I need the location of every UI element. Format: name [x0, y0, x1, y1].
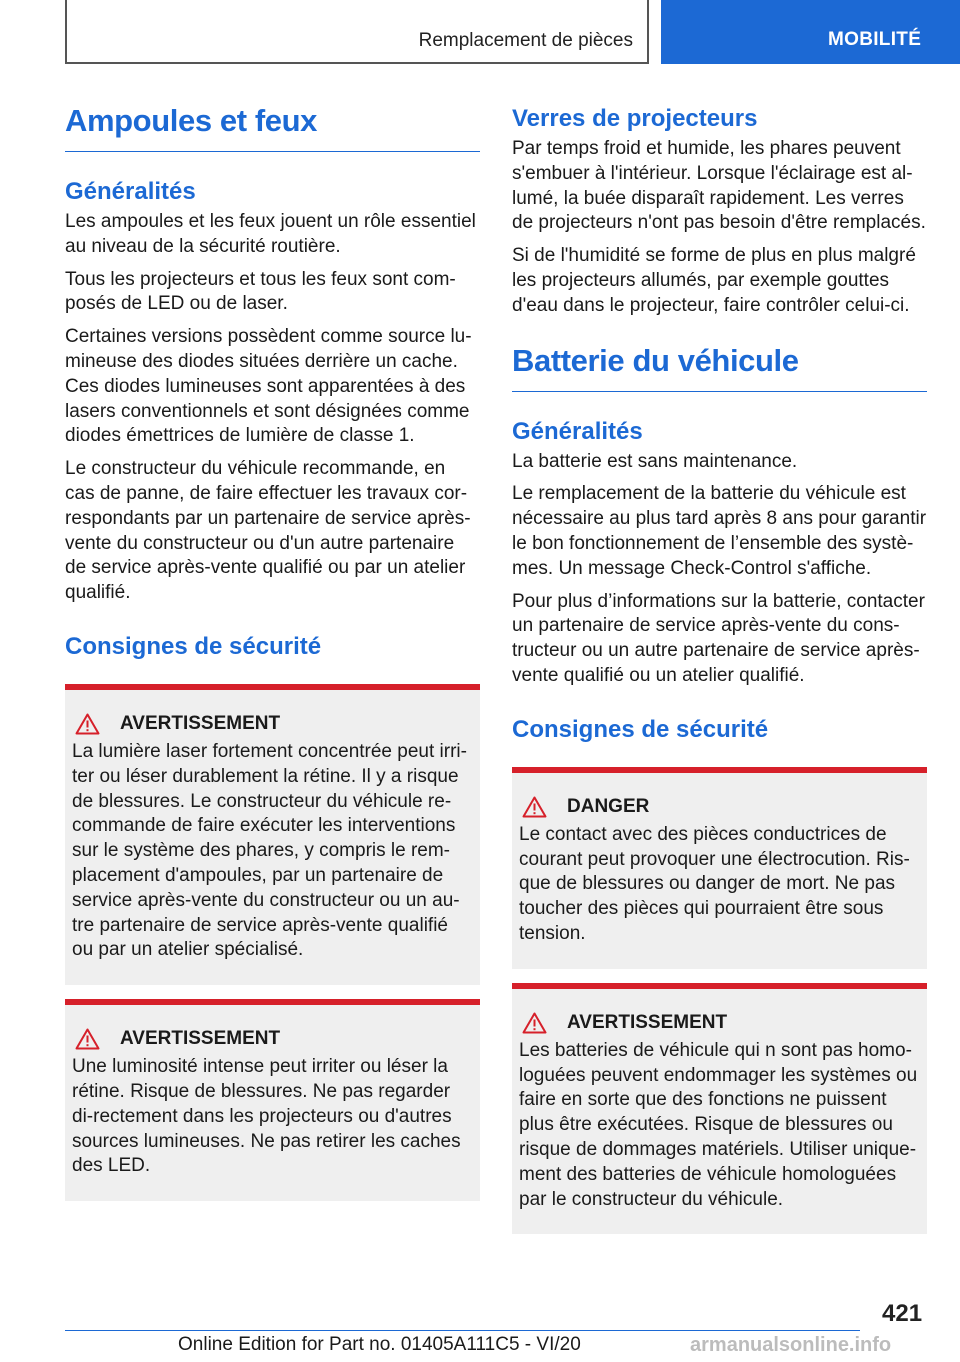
warning-text: La lumière laser fortement concentrée peut irri-ter ou léser durablement la rétine. Il y a risque de blessures. Le constructeur du véhicule re-commande de faire exécuter les interventions sur le système des phares, y compris le rem-placement d'ampoules, par un partenaire de service après-vente du constructeur ou un au-tre partenaire de service après-vente qualifié ou par un atelier spécialisé.	[72, 740, 467, 961]
page-number: 421	[882, 1300, 923, 1327]
warning-triangle-icon	[522, 1012, 547, 1034]
battery-paragraph: La batterie est sans maintenance.	[512, 450, 798, 472]
warning-triangle-icon	[75, 713, 100, 735]
warning-text: Le contact avec des pièces conductrices de courant peut provoquer une électrocution. Ris-que de blessures ou danger de mort. Ne pas toucher des pièces qui pourraient être sous tension.	[519, 823, 910, 944]
footer-divider	[65, 1330, 860, 1331]
bulbs-paragraph: Les ampoules et les feux jouent un rôle essentiel au niveau de la sécurité routière.	[65, 211, 476, 257]
warning-box-laser	[65, 684, 480, 985]
footer-edition: Online Edition for Part no. 01405A111C5 - VI/20	[178, 1334, 581, 1355]
bulbs-paragraph: Certaines versions possèdent comme source lu-mineuse des diodes situées derrière un cache. Ces diodes lumineuses sont apparentées à des lasers conventionnels et sont désignées comme diodes émettrices de lumière de classe 1.	[65, 326, 472, 447]
warning-box-battery	[512, 983, 927, 1235]
warning-triangle-icon	[75, 1028, 100, 1050]
battery-general-heading: Généralités	[512, 417, 643, 445]
warning-label: AVERTISSEMENT	[120, 712, 281, 734]
bulbs-general-heading: Généralités	[65, 178, 196, 205]
left-column	[65, 96, 480, 1201]
warning-text: Les batteries de véhicule qui n sont pas homo-loguées peuvent endommager les systèmes ou faire en sorte que des fonctions ne puissent plus être exécutées. Risque de blessures ou risque de dommages matériels. Utiliser unique-ment des batteries de véhicule homologuées par le constructeur du véhicule.	[519, 1039, 918, 1210]
warning-header	[75, 1027, 474, 1051]
lens-paragraph: Si de l'humidité se forme de plus en plus malgré les projecteurs allumés, par exemple gouttes d'eau dans le projecteur, faire contrôler celui-ci.	[512, 245, 916, 316]
header-section-title: Remplacement de pièces	[418, 30, 633, 51]
header-chapter-label: MOBILITÉ	[828, 29, 922, 50]
header-section-box	[65, 0, 649, 64]
warning-text: Une luminosité intense peut irriter ou léser la rétine. Risque de blessures. Ne pas regarder di-rectement dans les projecteurs ou d'autres sources lumineuses. Ne pas retirer les caches des LED.	[72, 1056, 461, 1177]
bulbs-paragraph: Le constructeur du véhicule recommande, en cas de panne, de faire effectuer les travaux cor-respondants par un partenaire de service après-vente du constructeur ou d'un autre partenaire de service après-vente qualifié ou par un atelier qualifié.	[65, 458, 471, 604]
battery-title: Batterie du véhicule	[512, 341, 927, 392]
header-chapter-tab[interactable]	[661, 0, 960, 64]
warning-header	[522, 1011, 921, 1035]
right-column	[512, 96, 927, 1234]
battery-paragraph: Le remplacement de la batterie du véhicule est nécessaire au plus tard après 8 ans pour garantir le bon fonctionnement de l’ensemble des systè-mes. Un message Check-Control s'affiche.	[512, 483, 927, 579]
warning-header	[522, 795, 921, 819]
bulbs-safety-heading: Consignes de sécurité	[65, 632, 322, 660]
watermark: armanualsonline.info	[690, 1334, 892, 1356]
warning-box-luminosity	[65, 999, 480, 1201]
lens-heading: Verres de projecteurs	[512, 105, 758, 132]
danger-box-electrocution	[512, 767, 927, 969]
warning-label: DANGER	[567, 795, 650, 817]
warning-header	[75, 712, 474, 736]
warning-label: AVERTISSEMENT	[120, 1028, 281, 1050]
bulbs-title: Ampoules et feux	[65, 101, 480, 152]
warning-label: AVERTISSEMENT	[567, 1011, 728, 1033]
bulbs-paragraph: Tous les projecteurs et tous les feux sont com-posés de LED ou de laser.	[65, 268, 456, 315]
battery-safety-heading: Consignes de sécurité	[512, 715, 769, 743]
warning-triangle-icon	[522, 796, 547, 818]
battery-paragraph: Pour plus d’informations sur la batterie, contacter un partenaire de service après-vente du cons-tructeur ou un autre partenaire de service après-vente qualifié ou un atelier qualifié.	[512, 590, 925, 686]
lens-paragraph: Par temps froid et humide, les phares peuvent s'embuer à l'intérieur. Lorsque l'éclairage est al-lumé, la buée disparaît rapidement. Les verres de projecteurs n'ont pas besoin d'être remplacés.	[512, 138, 926, 234]
